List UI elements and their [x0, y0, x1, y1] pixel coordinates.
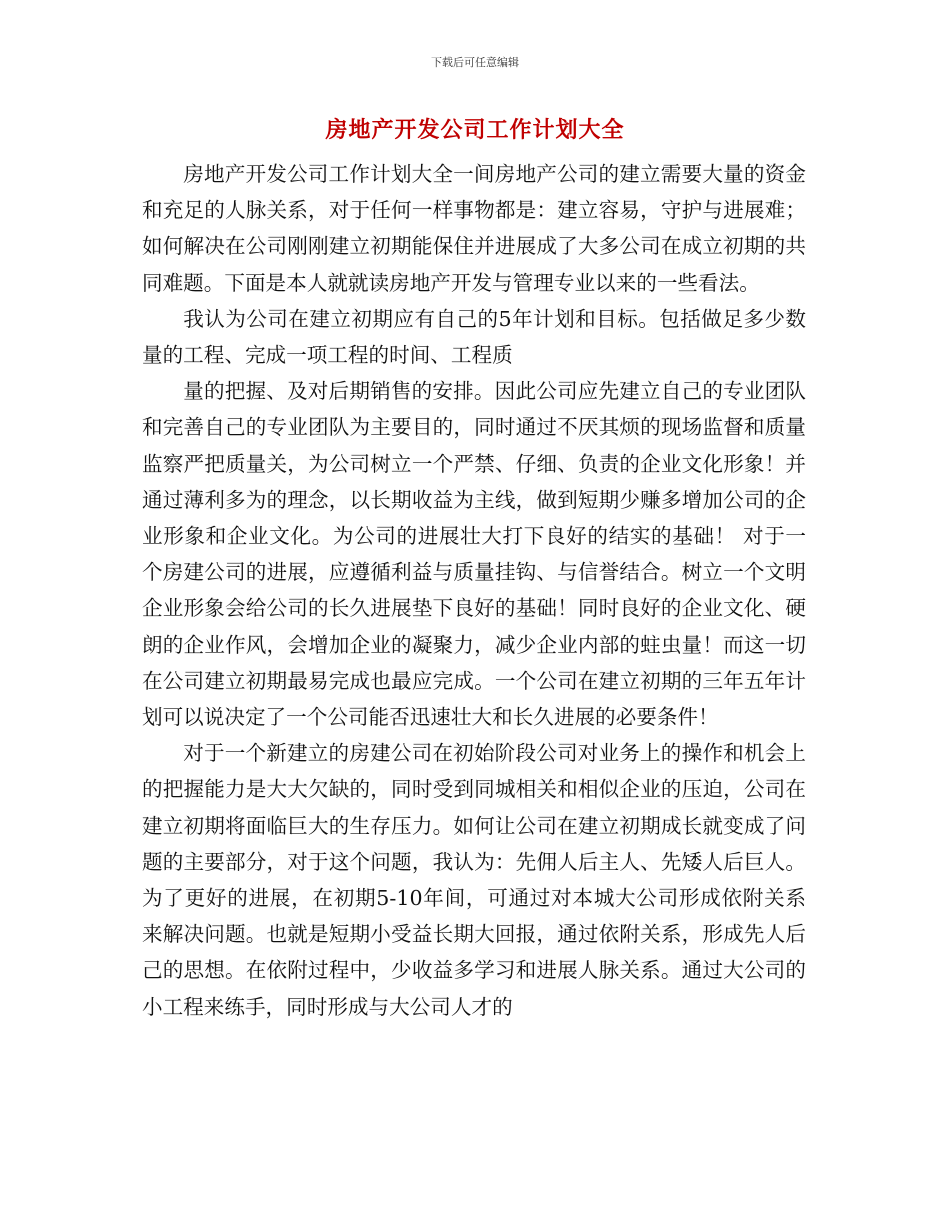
- document-body: [142, 156, 806, 1025]
- paragraph: 量的把握、及对后期销售的安排。因此公司应先建立自己的专业团队和完善自己的专业团队为主要目的，同时通过不厌其烦的现场监督和质量监察严把质量关，为公司树立一个严禁、仔细、负责的企业文化形象！并通过薄利多为的理念，以长期收益为主线，做到短期少赚多增加公司的企业形象和企业文化。为公司的进展壮大打下良好的结实的基础！ 对于一个房建公司的进展，应遵循利益与质量挂钩、与信誉结合。树立一个文明企业形象会给公司的长久进展垫下良好的基础！同时良好的企业文化、硬朗的企业作风，会增加企业的凝聚力，减少企业内部的蛀虫量！而这一切在公司建立初期最易完成也最应完成。一个公司在建立初期的三年五年计划可以说决定了一个公司能否迅速壮大和长久进展的必要条件！: [142, 379, 806, 730]
- paragraph: 我认为公司在建立初期应有自己的5年计划和目标。包括做足多少数量的工程、完成一项工程的时间、工程质: [142, 306, 806, 368]
- paragraph: 房地产开发公司工作计划大全一间房地产公司的建立需要大量的资金和充足的人脉关系，对于任何一样事物都是：建立容易，守护与进展难；如何解决在公司刚刚建立初期能保住并进展成了大多公司在成立初期的共同难题。下面是本人就就读房地产开发与管理专业以来的一些看法。: [142, 162, 806, 295]
- document-title: 房地产开发公司工作计划大全: [325, 117, 625, 143]
- header-note: 下载后可任意编辑: [431, 56, 519, 69]
- paragraph: 对于一个新建立的房建公司在初始阶段公司对业务上的操作和机会上的把握能力是大大欠缺的，同时受到同城相关和相似企业的压迫，公司在建立初期将面临巨大的生存压力。如何让公司在建立初期成长就变成了问题的主要部分，对于这个问题，我认为：先佣人后主人、先矮人后巨人。为了更好的进展，在初期5-10年间，可通过对本城大公司形成依附关系来解决问题。也就是短期小受益长期大回报，通过依附关系，形成先人后己的思想。在依附过程中，少收益多学习和进展人脉关系。通过大公司的小工程来练手，同时形成与大公司人才的: [142, 741, 806, 1019]
